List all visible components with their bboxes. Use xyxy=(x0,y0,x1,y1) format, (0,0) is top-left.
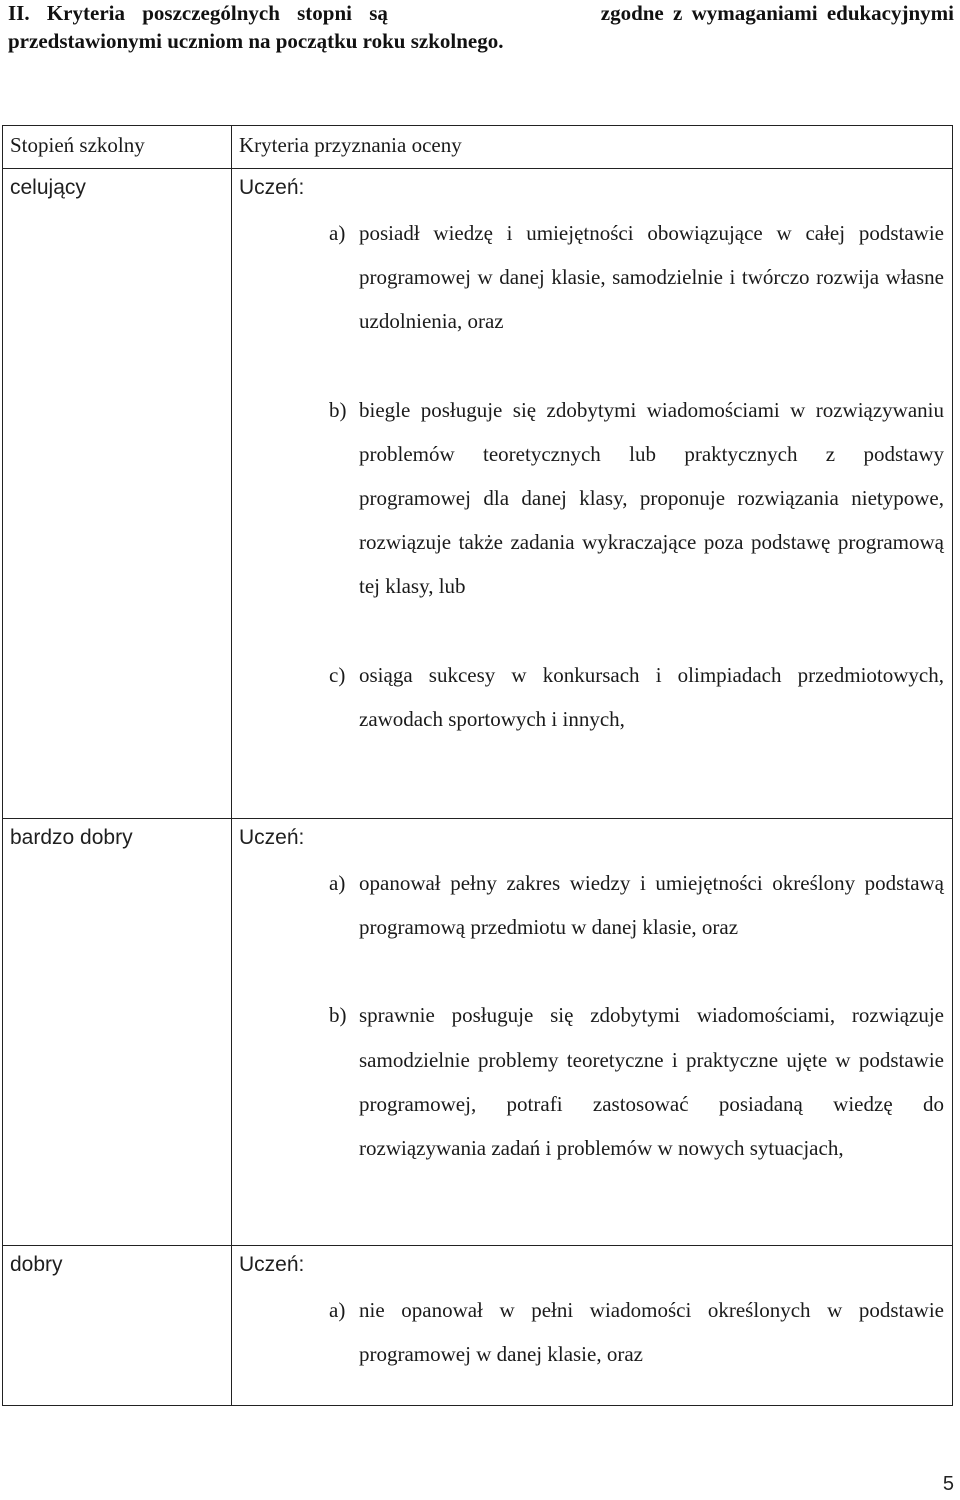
table-row-bardzo-dobry xyxy=(3,819,953,1246)
table-row-celujacy xyxy=(3,169,953,819)
section-heading-line-1-right: zgodne z wymaganiami edukacyjnymi xyxy=(600,1,954,25)
section-heading-line-1-left: II. Kryteria poszczególnych stopni są xyxy=(8,1,388,25)
header-criteria: Kryteria przyznania oceny xyxy=(232,126,953,169)
criterion-text: opanował pełny zakres wiedzy i umiejętności określony podstawą programową przedmiotu w danej klasie, oraz xyxy=(359,871,944,940)
grade-name: bardzo dobry xyxy=(3,819,232,1246)
criterion-text: osiąga sukcesy w konkursach i olimpiadach przedmiotowych, zawodach sportowych i innych, xyxy=(359,662,944,731)
student-intro: Uczeń: xyxy=(239,1253,305,1276)
criterion-text: sprawnie posługuje się zdobytymi wiadomościami, rozwiązuje samodzielnie problemy teoretyczne i praktyczne ujęte w podstawie programowej, potrafi zastosować posiadaną wiedzę do rozwiązywania zadań i problemów w nowych sytuacjach, xyxy=(359,1003,944,1161)
criterion-text: biegle posługuje się zdobytymi wiadomościami w rozwiązywaniu problemów teoretycznych lub praktycznych z podstawy programowej dla danej klasy, proponuje rozwiązania nietypowe, rozwiązuje także zadania wykraczające poza podstawę programową tej klasy, lub xyxy=(359,397,944,599)
criterion-item xyxy=(239,211,944,344)
section-heading-line-2: przedstawionymi uczniom na początku roku szkolnego. xyxy=(8,29,504,53)
section-heading-line-1 xyxy=(8,0,954,26)
criteria-cell xyxy=(232,169,953,819)
criterion-item xyxy=(239,1288,944,1376)
page-number: 5 xyxy=(942,1473,954,1495)
grade-name: celujący xyxy=(3,169,232,819)
grade-name: dobry xyxy=(3,1246,232,1406)
criterion-marker: a) xyxy=(329,221,346,245)
criterion-text: posiadł wiedzę i umiejętności obowiązujące w całej podstawie programowej w danej klasie, samodzielnie i twórczo rozwija własne uzdolnienia, oraz xyxy=(359,221,944,334)
criteria-cell xyxy=(232,819,953,1246)
criteria-cell xyxy=(232,1246,953,1406)
table-header-row xyxy=(3,126,953,169)
criterion-item xyxy=(239,388,944,609)
criterion-item xyxy=(239,861,944,949)
criterion-marker: b) xyxy=(329,1003,347,1028)
criterion-marker: a) xyxy=(329,1298,346,1322)
criterion-marker: c) xyxy=(329,662,346,687)
criterion-item xyxy=(239,653,944,741)
student-intro: Uczeń: xyxy=(239,176,305,199)
criterion-item xyxy=(239,993,944,1170)
section-heading xyxy=(8,0,954,56)
table-row-dobry xyxy=(3,1246,953,1406)
grading-criteria-table xyxy=(2,125,953,1406)
criterion-text: nie opanował w pełni wiadomości określonych w podstawie programowej w danej klasie, oraz xyxy=(359,1298,944,1367)
student-intro: Uczeń: xyxy=(239,826,305,849)
criterion-marker: b) xyxy=(329,397,347,422)
criterion-marker: a) xyxy=(329,871,346,895)
header-grade: Stopień szkolny xyxy=(3,126,232,169)
